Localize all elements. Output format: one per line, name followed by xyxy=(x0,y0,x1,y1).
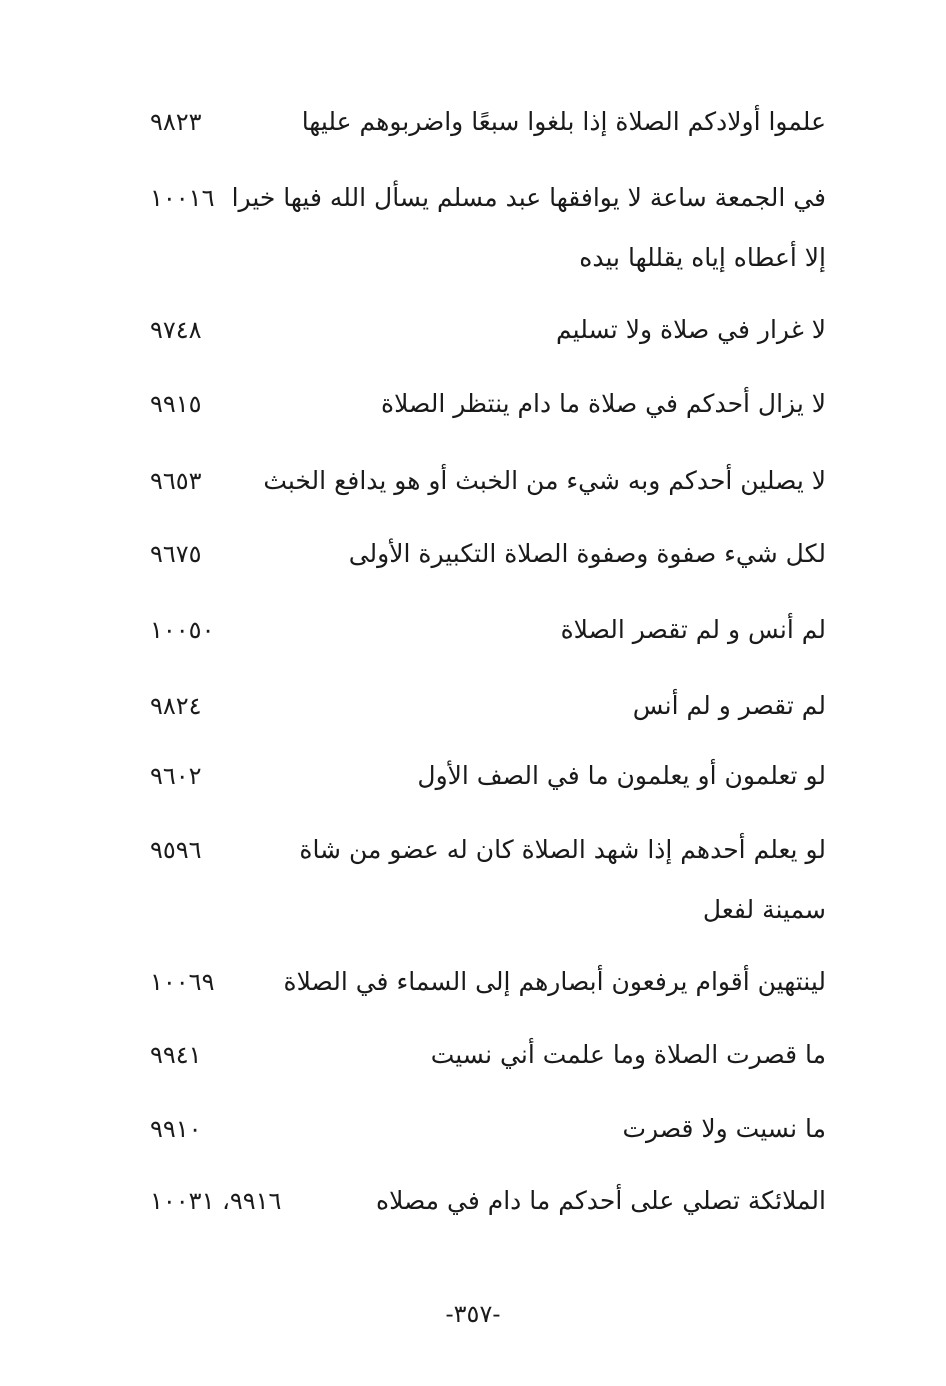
hadith-text: لكل شيء صفوة وصفوة الصلاة التكبيرة الأولى xyxy=(348,539,826,568)
entry-line xyxy=(150,600,826,660)
index-entry xyxy=(150,746,826,806)
reference-number: ٩٨٢٤ xyxy=(150,692,202,720)
reference-number: ٩٧٤٨ xyxy=(150,316,202,344)
hadith-text: لم تقصر و لم أنس xyxy=(632,691,826,720)
reference-number: ١٠٠١٦ xyxy=(150,184,215,212)
index-entry xyxy=(150,952,826,1012)
reference-number: ٩٩١٥ xyxy=(150,390,202,418)
hadith-text: في الجمعة ساعة لا يوافقها عبد مسلم يسأل الله فيها خيرا xyxy=(231,183,826,212)
reference-number: ٩٩١٦، ١٠٠٣١ xyxy=(150,1187,282,1215)
hadith-text-continuation: سمينة لفعل xyxy=(702,895,826,924)
entry-line xyxy=(150,374,826,434)
hadith-text: لا يصلين أحدكم وبه شيء من الخبث أو هو يدافع الخبث xyxy=(263,466,826,495)
entry-line xyxy=(150,820,826,880)
hadith-text: لينتهين أقوام يرفعون أبصارهم إلى السماء في الصلاة xyxy=(283,967,826,996)
hadith-text: ما نسيت ولا قصرت xyxy=(622,1114,826,1143)
reference-number: ٩٦٥٣ xyxy=(150,467,202,495)
index-entry xyxy=(150,168,826,288)
entry-line xyxy=(150,676,826,736)
index-entry xyxy=(150,600,826,660)
entry-line xyxy=(150,524,826,584)
reference-number: ٩٥٩٦ xyxy=(150,836,202,864)
index-entry xyxy=(150,676,826,736)
hadith-text: لا غرار في صلاة ولا تسليم xyxy=(556,315,826,344)
entry-line xyxy=(150,168,826,228)
index-entry xyxy=(150,524,826,584)
index-entry xyxy=(150,451,826,511)
reference-number: ٩٦٧٥ xyxy=(150,540,202,568)
entry-line xyxy=(150,92,826,152)
index-entry xyxy=(150,300,826,360)
hadith-text: الملائكة تصلي على أحدكم ما دام في مصلاه xyxy=(375,1186,826,1215)
entry-line xyxy=(150,746,826,806)
hadith-text: لا يزال أحدكم في صلاة ما دام ينتظر الصلاة xyxy=(381,389,826,418)
page-number: -٣٥٧- xyxy=(445,1300,501,1328)
reference-number: ٩٦٠٢ xyxy=(150,762,202,790)
entry-line xyxy=(150,451,826,511)
index-entry xyxy=(150,820,826,940)
reference-number: ١٠٠٥٠ xyxy=(150,616,215,644)
reference-number: ٩٨٢٣ xyxy=(150,108,202,136)
entry-line xyxy=(150,300,826,360)
entry-line xyxy=(150,1025,826,1085)
entry-line xyxy=(150,952,826,1012)
index-entry xyxy=(150,1171,826,1231)
hadith-text-continuation: إلا أعطاه إياه يقللها بيده xyxy=(579,243,826,272)
hadith-text: لو يعلم أحدهم إذا شهد الصلاة كان له عضو من شاة xyxy=(299,835,826,864)
index-entry xyxy=(150,1099,826,1159)
hadith-text: لو تعلمون أو يعلمون ما في الصف الأول xyxy=(417,761,826,790)
reference-number: ٩٩١٠ xyxy=(150,1115,202,1143)
entry-line xyxy=(150,1171,826,1231)
hadith-text: لم أنس و لم تقصر الصلاة xyxy=(560,615,826,644)
index-entry xyxy=(150,374,826,434)
reference-number: ١٠٠٦٩ xyxy=(150,968,215,996)
index-entry xyxy=(150,1025,826,1085)
hadith-text: ما قصرت الصلاة وما علمت أني نسيت xyxy=(430,1040,826,1069)
entry-line xyxy=(150,1099,826,1159)
hadith-text: علموا أولادكم الصلاة إذا بلغوا سبعًا واضربوهم عليها xyxy=(301,107,826,136)
index-entry xyxy=(150,92,826,152)
reference-number: ٩٩٤١ xyxy=(150,1041,202,1069)
